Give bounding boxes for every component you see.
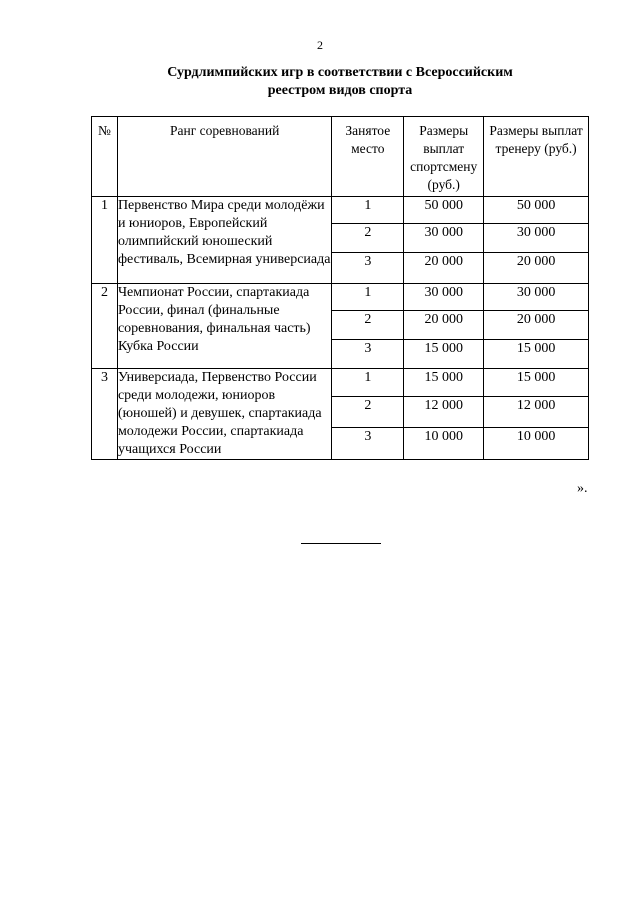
header-athlete-payment: Размеры выплат спортсмену (руб.) — [404, 117, 484, 197]
athlete-payment-cell: 20 000 — [404, 253, 484, 284]
header-number: № — [92, 117, 118, 197]
athlete-payment-cell: 15 000 — [404, 369, 484, 397]
table-row — [92, 369, 589, 397]
document-heading — [0, 64, 640, 100]
header-rank: Ранг соревнований — [117, 117, 331, 197]
coach-payment-cell: 15 000 — [484, 369, 589, 397]
place-cell: 2 — [332, 311, 404, 340]
group-number: 3 — [92, 369, 118, 460]
athlete-payment-cell: 30 000 — [404, 224, 484, 253]
awards-table — [91, 116, 589, 460]
closing-quote-mark: ». — [577, 481, 588, 496]
athlete-payment-cell: 20 000 — [404, 311, 484, 340]
coach-payment-cell: 15 000 — [484, 340, 589, 369]
place-cell: 3 — [332, 340, 404, 369]
athlete-payment-cell: 15 000 — [404, 340, 484, 369]
place-cell: 2 — [332, 224, 404, 253]
place-cell: 1 — [332, 197, 404, 224]
place-cell: 1 — [332, 369, 404, 397]
page-number: 2 — [317, 38, 323, 52]
competition-rank: Первенство Мира среди молодёжи и юниоров, Европейский олимпийский юношеский фестиваль, Всемирная универсиада — [117, 197, 331, 284]
athlete-payment-cell: 10 000 — [404, 427, 484, 459]
coach-payment-cell: 10 000 — [484, 427, 589, 459]
competition-rank: Чемпионат России, спартакиада России, финал (финальные соревнования, финальная часть) Кубка России — [117, 284, 331, 369]
competition-rank: Универсиада, Первенство России среди молодежи, юниоров (юношей) и девушек, спартакиада молодежи России, спартакиада учащихся России — [117, 369, 331, 460]
heading-line-2: реестром видов спорта — [267, 83, 413, 98]
table-row — [92, 197, 589, 224]
coach-payment-cell: 20 000 — [484, 311, 589, 340]
place-cell: 2 — [332, 397, 404, 427]
coach-payment-cell: 50 000 — [484, 197, 589, 224]
place-cell: 3 — [332, 253, 404, 284]
athlete-payment-cell: 30 000 — [404, 284, 484, 311]
coach-payment-cell: 30 000 — [484, 224, 589, 253]
coach-payment-cell: 12 000 — [484, 397, 589, 427]
place-cell: 3 — [332, 427, 404, 459]
table-header-row — [92, 117, 589, 197]
group-number: 2 — [92, 284, 118, 369]
coach-payment-cell: 20 000 — [484, 253, 589, 284]
header-coach-payment: Размеры выплат тренеру (руб.) — [484, 117, 589, 197]
place-cell: 1 — [332, 284, 404, 311]
coach-payment-cell: 30 000 — [484, 284, 589, 311]
athlete-payment-cell: 12 000 — [404, 397, 484, 427]
group-number: 1 — [92, 197, 118, 284]
end-separator-line — [301, 543, 381, 544]
header-place: Занятое место — [332, 117, 404, 197]
athlete-payment-cell: 50 000 — [404, 197, 484, 224]
table-row — [92, 284, 589, 311]
heading-line-1: Сурдлимпийских игр в соответствии с Всероссийским — [167, 65, 513, 80]
